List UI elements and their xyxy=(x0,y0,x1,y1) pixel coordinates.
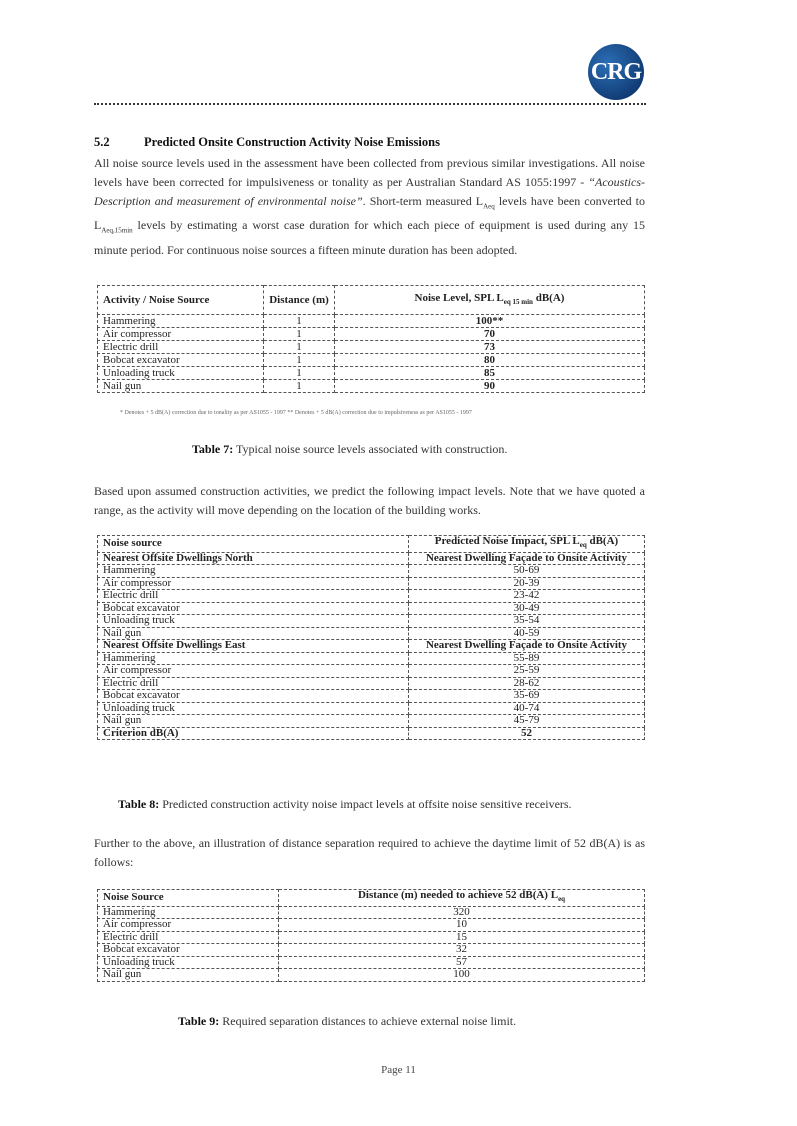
table-row xyxy=(98,315,645,328)
distance-cell: 1 xyxy=(264,380,335,393)
source-cell: Unloading truck xyxy=(98,956,279,969)
group-header-row xyxy=(98,552,645,565)
source-cell: Electric drill xyxy=(98,677,409,690)
table-row xyxy=(98,341,645,354)
impact-cell: 35-54 xyxy=(409,615,645,628)
table-row xyxy=(98,944,645,957)
source-cell: Nail gun xyxy=(98,627,409,640)
criterion-label: Criterion dB(A) xyxy=(98,727,409,740)
activity-cell: Air compressor xyxy=(98,328,264,341)
source-cell: Hammering xyxy=(98,565,409,578)
table-7-footnote: * Denotes + 5 dB(A) correction due to tonality as per AS1055 - 1997 ** Denotes + 5 dB(A) correction due to impulsiveness as per AS1055 - 1997 xyxy=(120,410,472,416)
impact-cell: 40-59 xyxy=(409,627,645,640)
header-distance: Distance (m) xyxy=(264,286,335,315)
table-row xyxy=(98,328,645,341)
distance-cell: 15 xyxy=(279,931,645,944)
source-cell: Air compressor xyxy=(98,665,409,678)
table-row xyxy=(98,652,645,665)
noise-level-cell: 90 xyxy=(335,380,645,393)
activity-cell: Hammering xyxy=(98,315,264,328)
page-number: Page 11 xyxy=(381,1064,416,1076)
impact-cell: 55-89 xyxy=(409,652,645,665)
distance-cell: 32 xyxy=(279,944,645,957)
standard-title: “Acoustics-Description and measurement of environmental noise” xyxy=(94,175,645,208)
source-cell: Nail gun xyxy=(98,969,279,982)
section-number: 5.2 xyxy=(94,135,110,149)
intro-paragraph xyxy=(94,154,645,260)
table-row xyxy=(98,665,645,678)
noise-level-cell: 73 xyxy=(335,341,645,354)
source-cell: Bobcat excavator xyxy=(98,944,279,957)
paragraph-text: levels have been converted to L xyxy=(94,194,645,233)
group-label: Nearest Offsite Dwellings North xyxy=(98,552,409,565)
source-cell: Hammering xyxy=(98,906,279,919)
activity-cell: Unloading truck xyxy=(98,367,264,380)
table-row xyxy=(98,931,645,944)
table-row xyxy=(98,627,645,640)
table-row xyxy=(98,367,645,380)
header-distance-needed: Distance (m) needed to achieve 52 dB(A) $L_{eq}$ xyxy=(279,890,645,907)
activity-cell: Bobcat excavator xyxy=(98,354,264,367)
table-8-caption: Table 8: Predicted construction activity noise impact levels at offsite noise sensitive receivers. xyxy=(118,797,572,811)
impact-cell: 30-49 xyxy=(409,602,645,615)
table-header-row xyxy=(98,890,645,907)
source-cell: Bobcat excavator xyxy=(98,690,409,703)
header-divider xyxy=(94,103,646,105)
impact-cell: 20-39 xyxy=(409,577,645,590)
table-9-separation-distances xyxy=(97,889,645,982)
impact-cell: 40-74 xyxy=(409,702,645,715)
source-cell: Air compressor xyxy=(98,919,279,932)
source-cell: Hammering xyxy=(98,652,409,665)
subscript: Aeq xyxy=(483,202,495,211)
table-row xyxy=(98,577,645,590)
table-row xyxy=(98,690,645,703)
source-cell: Air compressor xyxy=(98,577,409,590)
header-activity: Activity / Noise Source xyxy=(98,286,264,315)
table-header-row xyxy=(98,536,645,553)
criterion-value: 52 xyxy=(409,727,645,740)
group-facade-label: Nearest Dwelling Façade to Onsite Activity xyxy=(409,640,645,653)
impact-cell: 25-59 xyxy=(409,665,645,678)
table-8-predicted-impact xyxy=(97,535,645,740)
table-row xyxy=(98,565,645,578)
impact-cell: 50-69 xyxy=(409,565,645,578)
noise-level-cell: 85 xyxy=(335,367,645,380)
header-predicted-impact: Predicted Noise Impact, SPL $L_{eq}$ dB(A) xyxy=(409,536,645,553)
source-cell: Unloading truck xyxy=(98,615,409,628)
table-row xyxy=(98,602,645,615)
table-row xyxy=(98,590,645,603)
table-header-row xyxy=(98,286,645,315)
paragraph-text: levels by estimating a worst case duration for which each piece of equipment is used during any 15 minute period. For continuous noise sources a fifteen minute duration has been adopted. xyxy=(94,218,645,257)
table-row xyxy=(98,354,645,367)
impact-cell: 45-79 xyxy=(409,715,645,728)
table-row xyxy=(98,919,645,932)
noise-level-cell: 100** xyxy=(335,315,645,328)
noise-level-cell: 70 xyxy=(335,328,645,341)
table-row xyxy=(98,677,645,690)
source-cell: Electric drill xyxy=(98,590,409,603)
noise-level-cell: 80 xyxy=(335,354,645,367)
table-row xyxy=(98,969,645,982)
source-cell: Bobcat excavator xyxy=(98,602,409,615)
distance-cell: 1 xyxy=(264,315,335,328)
distance-cell: 1 xyxy=(264,354,335,367)
distance-cell: 1 xyxy=(264,367,335,380)
table-row xyxy=(98,956,645,969)
section-title: Predicted Onsite Construction Activity Noise Emissions xyxy=(144,135,440,149)
distance-cell: 57 xyxy=(279,956,645,969)
source-cell: Nail gun xyxy=(98,715,409,728)
activity-cell: Nail gun xyxy=(98,380,264,393)
impact-cell: 28-62 xyxy=(409,677,645,690)
impact-cell: 35-69 xyxy=(409,690,645,703)
criterion-row xyxy=(98,727,645,740)
table-9-caption: Table 9: Required separation distances to achieve external noise limit. xyxy=(178,1014,517,1028)
source-cell: Unloading truck xyxy=(98,702,409,715)
table-row xyxy=(98,702,645,715)
impact-cell: 23-42 xyxy=(409,590,645,603)
header-noise-source: Noise Source xyxy=(98,890,279,907)
table-7-caption: Table 7: Typical noise source levels associated with construction. xyxy=(192,442,508,456)
group-facade-label: Nearest Dwelling Façade to Onsite Activity xyxy=(409,552,645,565)
distance-cell: 1 xyxy=(264,341,335,354)
distance-cell: 1 xyxy=(264,328,335,341)
distance-cell: 10 xyxy=(279,919,645,932)
distance-cell: 100 xyxy=(279,969,645,982)
section-heading xyxy=(94,135,440,150)
table-row xyxy=(98,715,645,728)
distance-paragraph: Further to the above, an illustration of distance separation required to achieve the daytime limit of 52 dB(A) is as follows: xyxy=(94,836,645,869)
paragraph-text: All noise source levels used in the assessment have been collected from previous similar investigations. All noise levels have been corrected for impulsiveness or tonality as per Australian Standard AS 1055:1997 - xyxy=(94,156,645,189)
group-header-row xyxy=(98,640,645,653)
subscript: Aeq,15min xyxy=(101,226,133,235)
activity-cell: Electric drill xyxy=(98,341,264,354)
table-7-noise-levels xyxy=(97,285,645,393)
header-noise-source: Noise source xyxy=(98,536,409,553)
paragraph-text: . Short-term measured L xyxy=(362,194,484,208)
header-noise-level: Noise Level, SPL $L_{eq 15 min}$ dB(A) xyxy=(335,286,645,315)
source-cell: Electric drill xyxy=(98,931,279,944)
impact-paragraph: Based upon assumed construction activities, we predict the following impact levels. Note that we have quoted a range, as the activity will move depending on the location of the building works. xyxy=(94,484,645,517)
table-row xyxy=(98,380,645,393)
table-row xyxy=(98,906,645,919)
distance-cell: 320 xyxy=(279,906,645,919)
table-row xyxy=(98,615,645,628)
company-logo: CRG xyxy=(588,44,644,100)
group-label: Nearest Offsite Dwellings East xyxy=(98,640,409,653)
